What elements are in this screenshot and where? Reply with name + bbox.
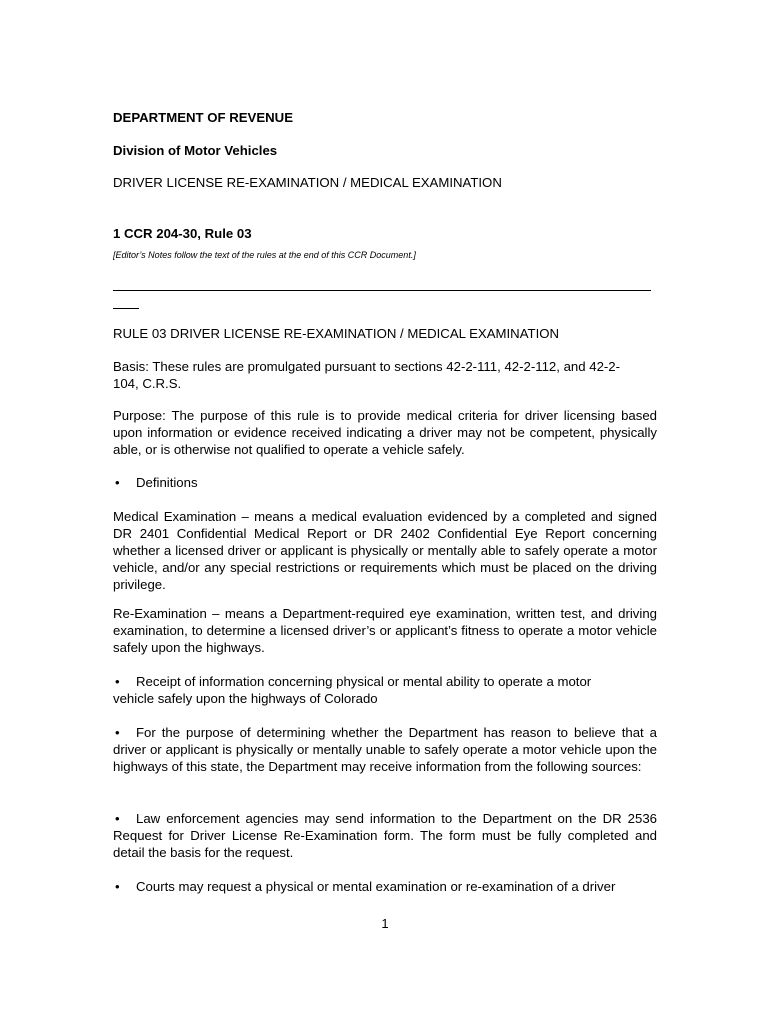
medical-examination-definition: Medical Examination – means a medical evaluation evidenced by a completed and signed DR 2401 Confidential Medical Report or DR 2402 Confidential Eye Report concerning whether a licensed driver or applicant is physically or mentally able to safely operate a motor vehicle, and/or any special restrictions or requirements which must be placed on the driving privilege. xyxy=(113,509,657,592)
determining-purpose-item xyxy=(113,724,657,775)
division-heading: Division of Motor Vehicles xyxy=(113,143,278,158)
definitions-heading: Definitions xyxy=(136,475,198,490)
subject-heading: DRIVER LICENSE RE-EXAMINATION / MEDICAL EXAMINATION xyxy=(113,175,502,190)
separator-line xyxy=(113,290,651,291)
courts-item xyxy=(113,878,657,895)
bullet-icon: • xyxy=(115,674,120,689)
determining-purpose-text: For the purpose of determining whether the Department has reason to believe that a driver or applicant is physically or mentally unable to safely operate a motor vehicle upon the highways of this state, the Department may receive information from the following sources: xyxy=(113,725,657,774)
purpose-paragraph: Purpose: The purpose of this rule is to provide medical criteria for driver licensing based upon information or evidence received indicating a driver may not be competent, physically able, or is otherwise not qualified to operate a vehicle safely. xyxy=(113,408,657,457)
definitions-list-item xyxy=(113,474,657,491)
law-enforcement-text: Law enforcement agencies may send information to the Department on the DR 2536 Request for Driver License Re-Examination form. The form must be fully completed and detail the basis for the request. xyxy=(113,811,657,860)
bullet-icon: • xyxy=(115,811,120,826)
bullet-icon: • xyxy=(115,725,120,740)
bullet-icon: • xyxy=(115,879,120,894)
department-heading: DEPARTMENT OF REVENUE xyxy=(113,110,293,125)
courts-text: Courts may request a physical or mental examination or re-examination of a driver xyxy=(136,879,616,894)
page-number: 1 xyxy=(381,916,389,931)
editors-note: [Editor’s Notes follow the text of the rules at the end of this CCR Document.] xyxy=(113,250,416,260)
law-enforcement-item xyxy=(113,810,657,861)
separator-line-continuation xyxy=(113,308,139,309)
rule-title: RULE 03 DRIVER LICENSE RE-EXAMINATION / MEDICAL EXAMINATION xyxy=(113,326,560,341)
re-examination-definition: Re-Examination – means a Department-required eye examination, written test, and driving examination, to determine a licensed driver’s or applicant’s fitness to operate a motor vehicle safely upon the highways. xyxy=(113,606,657,655)
basis-paragraph: Basis: These rules are promulgated pursuant to sections 42-2-111, 42-2-112, and 42-2-104, C.R.S. xyxy=(113,359,621,391)
ccr-citation: 1 CCR 204-30, Rule 03 xyxy=(113,226,252,241)
receipt-of-information-text: Receipt of information concerning physical or mental ability to operate a motor vehicle safely upon the highways of Colorado xyxy=(113,674,592,706)
receipt-of-information-item xyxy=(113,673,633,707)
bullet-icon: • xyxy=(115,475,120,490)
